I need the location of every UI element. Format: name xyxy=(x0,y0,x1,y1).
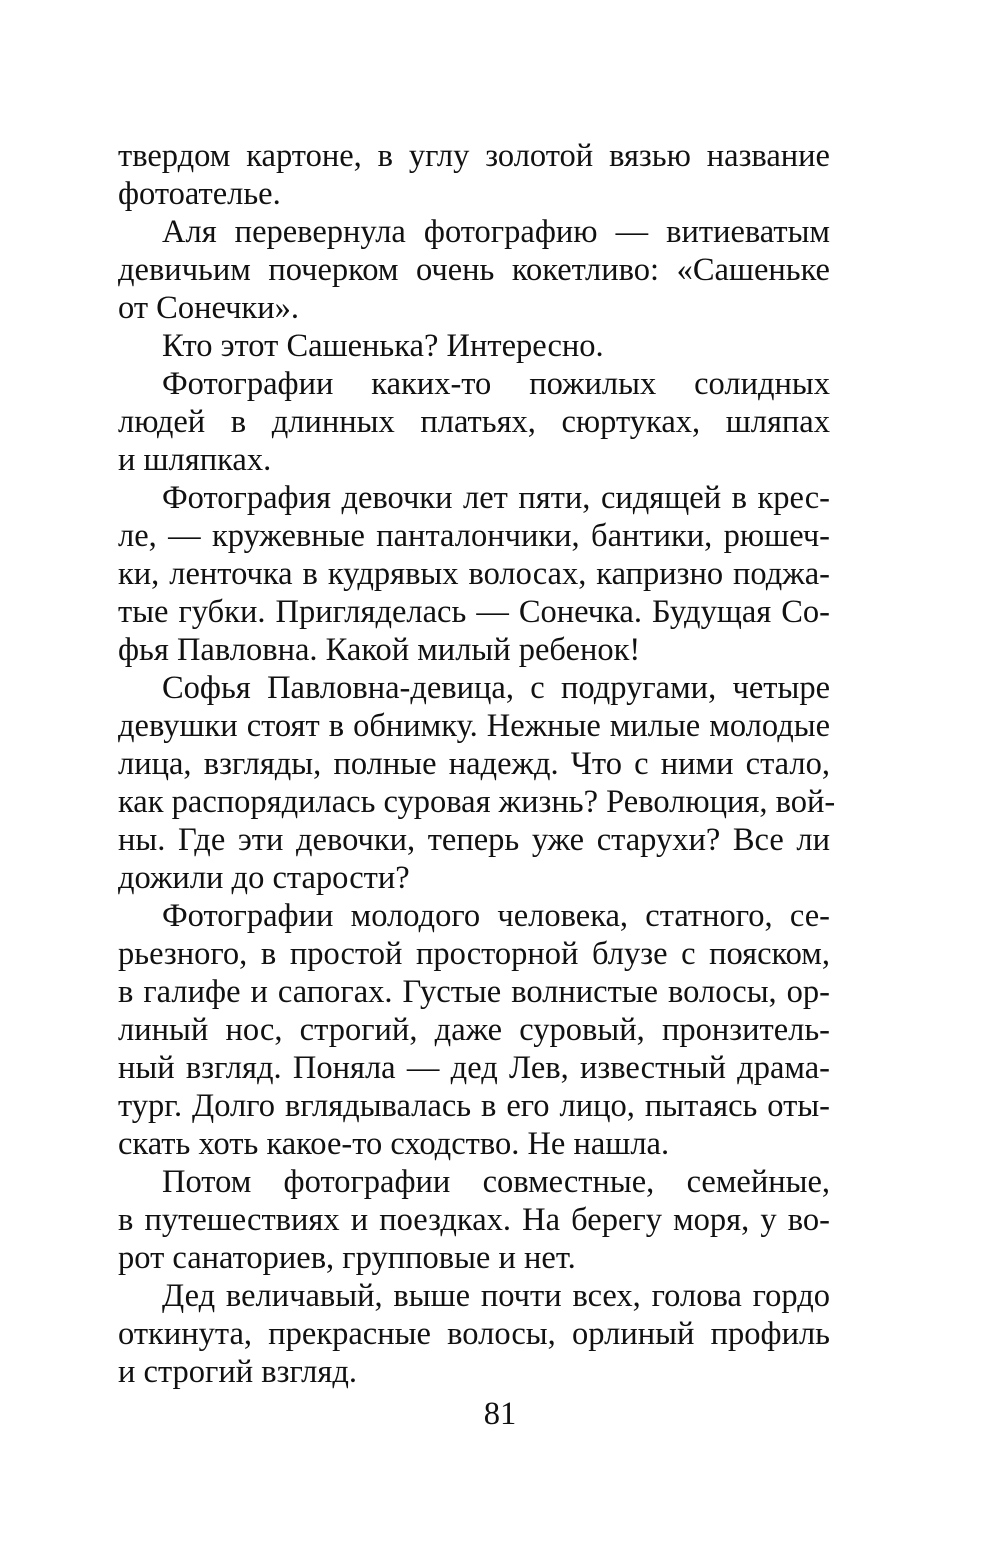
text-line: Аля перевернула фотографию — витиеватым xyxy=(162,214,830,250)
text-line: как распорядилась суровая жизнь? Революция, вой- xyxy=(118,784,836,820)
text-line: Фотография девочки лет пяти, сидящей в крес- xyxy=(162,480,830,516)
text-line: лица, взгляды, полные надежд. Что с ними стало, xyxy=(118,746,830,782)
text-line: откинута, прекрасные волосы, орлиный профиль xyxy=(118,1316,830,1352)
text-line: Дед величавый, выше почти всех, голова гордо xyxy=(162,1278,830,1314)
page-number: 81 xyxy=(483,1396,517,1432)
text-line: тые губки. Пригляделась — Сонечка. Будущая Со- xyxy=(118,594,830,630)
text-line: Потом фотографии совместные, семейные, xyxy=(162,1164,830,1200)
text-line: тург. Долго вглядывалась в его лицо, пытаясь оты- xyxy=(118,1088,830,1124)
text-line: твердом картоне, в углу золотой вязью название xyxy=(118,138,830,174)
text-line: и строгий взгляд. xyxy=(118,1354,357,1390)
text-line: Софья Павловна-девица, с подругами, четыре xyxy=(162,670,830,706)
text-line: фотоателье. xyxy=(118,176,281,212)
text-line: дожили до старости? xyxy=(118,860,410,896)
text-line: Фотографии каких-то пожилых солидных xyxy=(162,366,830,402)
text-line: от Сонечки». xyxy=(118,290,299,326)
text-line: ле, — кружевные панталончики, бантики, рюшеч- xyxy=(118,518,830,554)
text-line: девушки стоят в обнимку. Нежные милые молодые xyxy=(118,708,830,744)
text-line: ки, ленточка в кудрявых волосах, капризно поджа- xyxy=(118,556,830,592)
text-line: в путешествиях и поездках. На берегу моря, у во- xyxy=(118,1202,830,1238)
text-line: рьезного, в простой просторной блузе с пояском, xyxy=(118,936,830,972)
text-line: и шляпках. xyxy=(118,442,272,478)
text-line: линый нос, строгий, даже суровый, пронзитель- xyxy=(118,1012,830,1048)
text-line: Фотографии молодого человека, статного, се- xyxy=(162,898,830,934)
text-line: девичьим почерком очень кокетливо: «Сашеньке xyxy=(118,252,830,288)
text-line: людей в длинных платьях, сюртуках, шляпах xyxy=(118,404,830,440)
text-line: фья Павловна. Какой милый ребенок! xyxy=(118,632,641,668)
text-line: Кто этот Сашенька? Интересно. xyxy=(162,328,604,364)
text-line: ны. Где эти девочки, теперь уже старухи? Все ли xyxy=(118,822,830,858)
text-line: скать хоть какое-то сходство. Не нашла. xyxy=(118,1126,670,1162)
text-line: ный взгляд. Поняла — дед Лев, известный драма- xyxy=(118,1050,830,1086)
text-line: в галифе и сапогах. Густые волнистые волосы, ор- xyxy=(118,974,830,1010)
text-line: рот санаториев, групповые и нет. xyxy=(118,1240,576,1276)
